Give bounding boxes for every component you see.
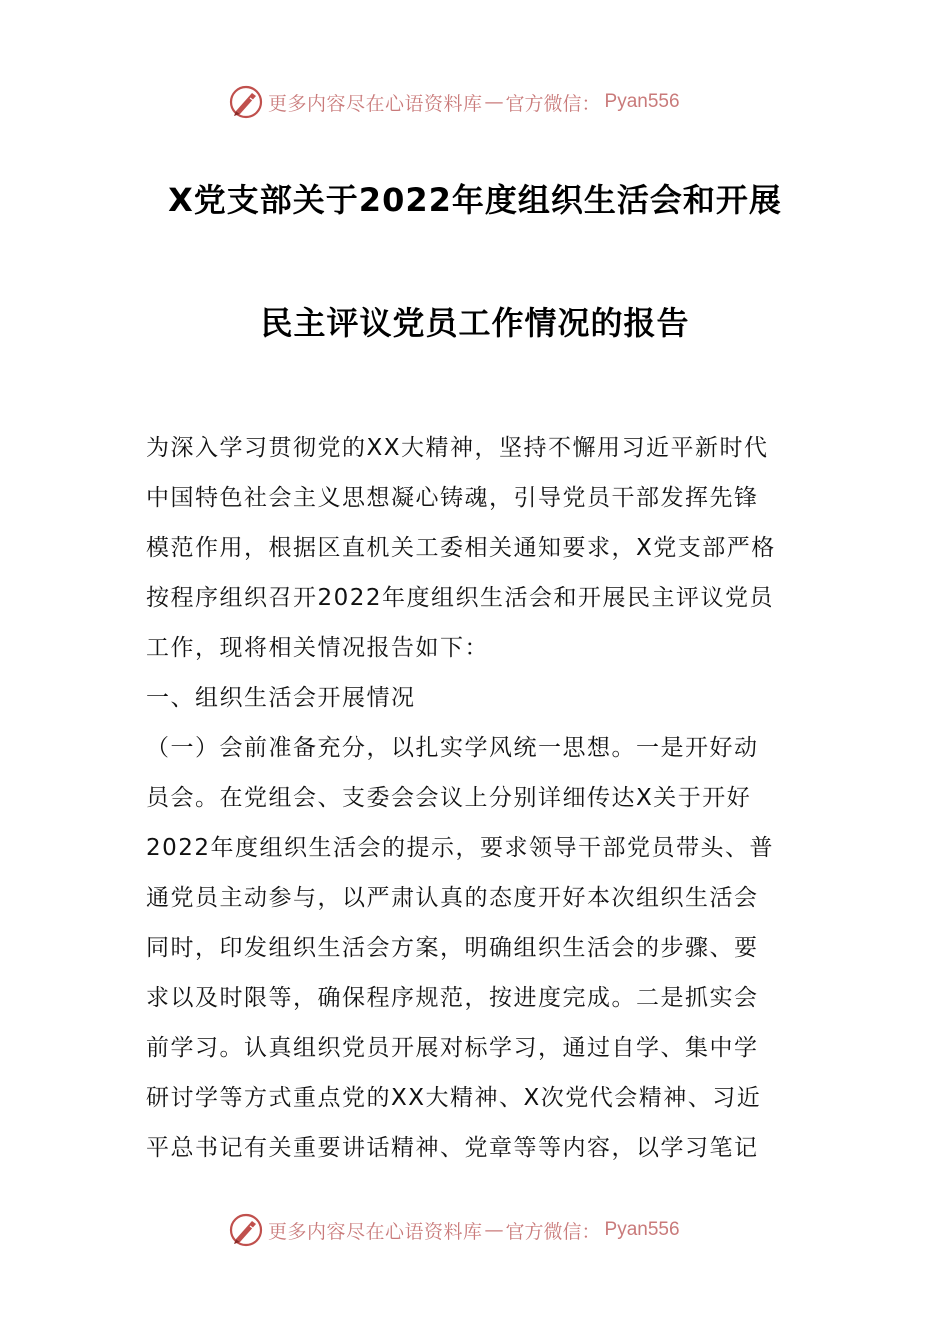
body-line: 员会。在党组会、支委会会议上分别详细传达X关于开好 <box>146 785 752 811</box>
body-line: 求以及时限等，确保程序规范，按进度完成。二是抓实会 <box>146 985 759 1011</box>
body-line: 平总书记有关重要讲话精神、党章等等内容，以学习笔记 <box>146 1135 759 1161</box>
header-watermark <box>228 82 680 122</box>
watermark-dash: — <box>484 1219 504 1241</box>
body-line: 前学习。认真组织党员开展对标学习，通过自学、集中学 <box>146 1035 759 1061</box>
body-line: 为深入学习贯彻党的XX大精神，坚持不懈用习近平新时代 <box>146 435 769 461</box>
body-line: 按程序组织召开2022年度组织生活会和开展民主评议党员 <box>146 585 775 611</box>
document-title-line-2: 民主评议党员工作情况的报告 <box>260 304 690 342</box>
document-body <box>146 428 806 1178</box>
watermark-id: Pyan556 <box>604 91 680 112</box>
body-line: 通党员主动参与，以严肃认真的态度开好本次组织生活会 <box>146 885 759 911</box>
body-line: 工作，现将相关情况报告如下： <box>146 635 489 661</box>
body-line: 2022年度组织生活会的提示，要求领导干部党员带头、普 <box>146 835 775 861</box>
body-line: 研讨学等方式重点党的XX大精神、X次党代会精神、习近 <box>146 1085 762 1111</box>
body-line: 中国特色社会主义思想凝心铸魂，引导党员干部发挥先锋 <box>146 485 759 511</box>
watermark-text: 更多内容尽在心语资料库 <box>268 1220 483 1243</box>
body-line: 模范作用，根据区直机关工委相关通知要求，X党支部严格 <box>146 535 776 561</box>
document-title-line-1: X党支部关于2022年度组织生活会和开展 <box>168 181 782 219</box>
watermark-id: Pyan556 <box>604 1219 680 1240</box>
watermark-label: 官方微信： <box>505 92 601 115</box>
pen-logo-icon <box>228 84 264 120</box>
body-line: 同时，印发组织生活会方案，明确组织生活会的步骤、要 <box>146 935 759 961</box>
watermark-dash: — <box>484 91 504 113</box>
pen-logo-icon <box>228 1212 264 1248</box>
watermark-text: 更多内容尽在心语资料库 <box>268 92 483 115</box>
body-line: （一）会前准备充分，以扎实学风统一思想。一是开好动 <box>146 735 759 761</box>
footer-watermark <box>228 1210 680 1250</box>
section-heading: 一、组织生活会开展情况 <box>146 685 416 711</box>
watermark-label: 官方微信： <box>505 1220 601 1243</box>
